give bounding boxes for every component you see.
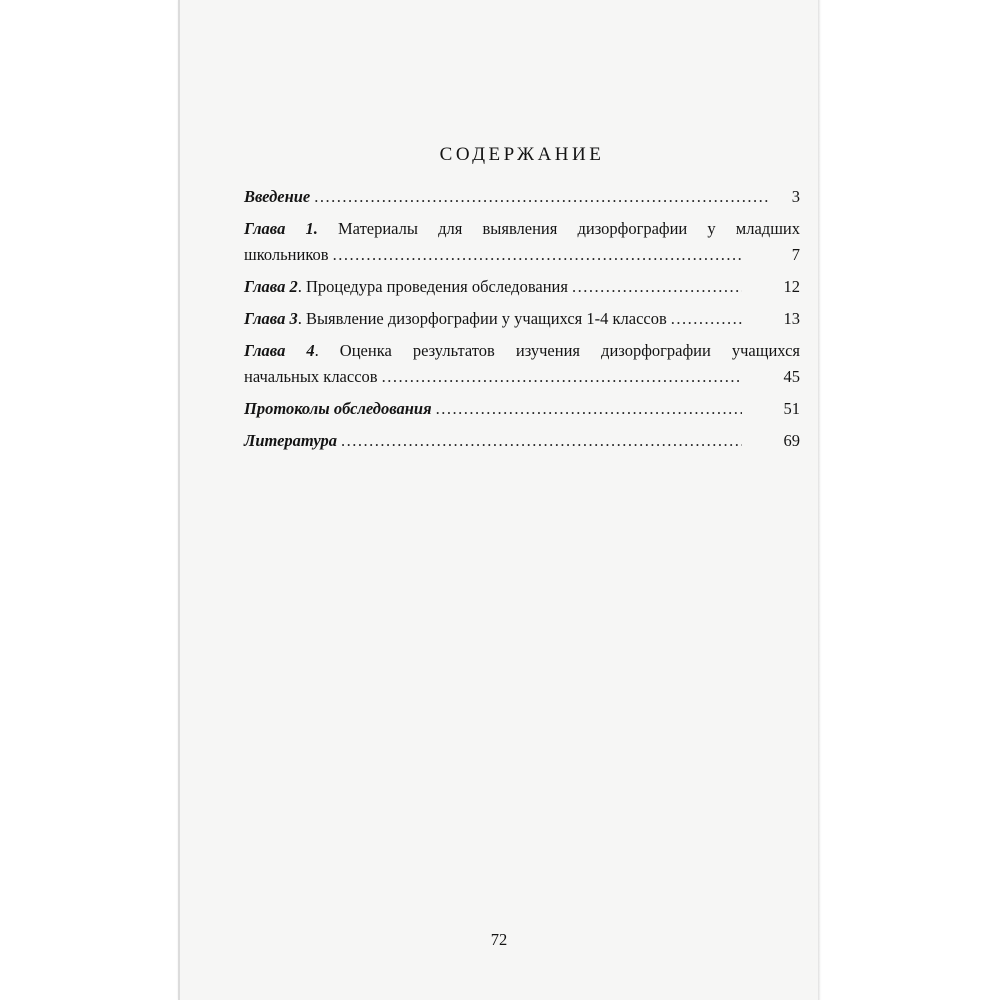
toc-entry-label: Литература bbox=[244, 431, 337, 450]
dot-leader bbox=[333, 242, 742, 268]
toc-page-number: 7 bbox=[791, 245, 800, 264]
toc-entry-label: Глава 1. bbox=[244, 219, 318, 238]
toc-entry-chapter-2[interactable] bbox=[244, 274, 800, 300]
dot-leader bbox=[314, 184, 770, 210]
dot-leader bbox=[341, 428, 742, 454]
toc-title: СОДЕРЖАНИЕ bbox=[439, 144, 605, 165]
toc-entry-title: . Оценка результатов изучения дизорфографии учащихся bbox=[314, 341, 800, 360]
dot-leader bbox=[572, 274, 742, 300]
table-of-contents bbox=[244, 184, 800, 460]
toc-entry-label: Глава 2 bbox=[244, 277, 298, 296]
toc-entry-label: Глава 3 bbox=[244, 309, 298, 328]
toc-page-number: 69 bbox=[783, 431, 800, 450]
toc-entry-title: . Процедура проведения обследования bbox=[297, 277, 568, 296]
toc-entry-title-continued: школьников bbox=[244, 245, 329, 264]
toc-page-number: 13 bbox=[783, 309, 800, 328]
toc-entry-title-continued: начальных классов bbox=[244, 367, 378, 386]
toc-entry-label: Протоколы обследования bbox=[244, 399, 432, 418]
toc-entry-chapter-3[interactable] bbox=[244, 306, 800, 332]
page-edge-left bbox=[178, 0, 180, 1000]
toc-entry-chapter-1[interactable] bbox=[244, 216, 800, 268]
toc-entry-chapter-4[interactable] bbox=[244, 338, 800, 390]
toc-entry-first-line bbox=[244, 216, 800, 242]
toc-page-number: 45 bbox=[783, 367, 800, 386]
toc-entry-protocols[interactable] bbox=[244, 396, 800, 422]
toc-entry-title: Материалы для выявления дизорфографии у младших bbox=[338, 219, 800, 238]
dot-leader bbox=[436, 396, 742, 422]
toc-entry-title: . Выявление дизорфографии у учащихся 1-4 классов bbox=[297, 309, 667, 328]
toc-entry-first-line bbox=[244, 338, 800, 364]
toc-entry-introduction[interactable] bbox=[244, 184, 800, 210]
page-edge-right bbox=[818, 0, 821, 1000]
toc-page-number: 51 bbox=[783, 399, 800, 418]
toc-entry-label: Глава 4 bbox=[244, 341, 315, 360]
toc-entry-literature[interactable] bbox=[244, 428, 800, 454]
toc-page-number: 12 bbox=[783, 277, 800, 296]
page-number-footer: 72 bbox=[490, 930, 508, 949]
dot-leader bbox=[671, 306, 742, 332]
toc-entry-label: Введение bbox=[244, 187, 311, 206]
dot-leader bbox=[382, 364, 742, 390]
toc-page-number: 3 bbox=[791, 187, 800, 206]
